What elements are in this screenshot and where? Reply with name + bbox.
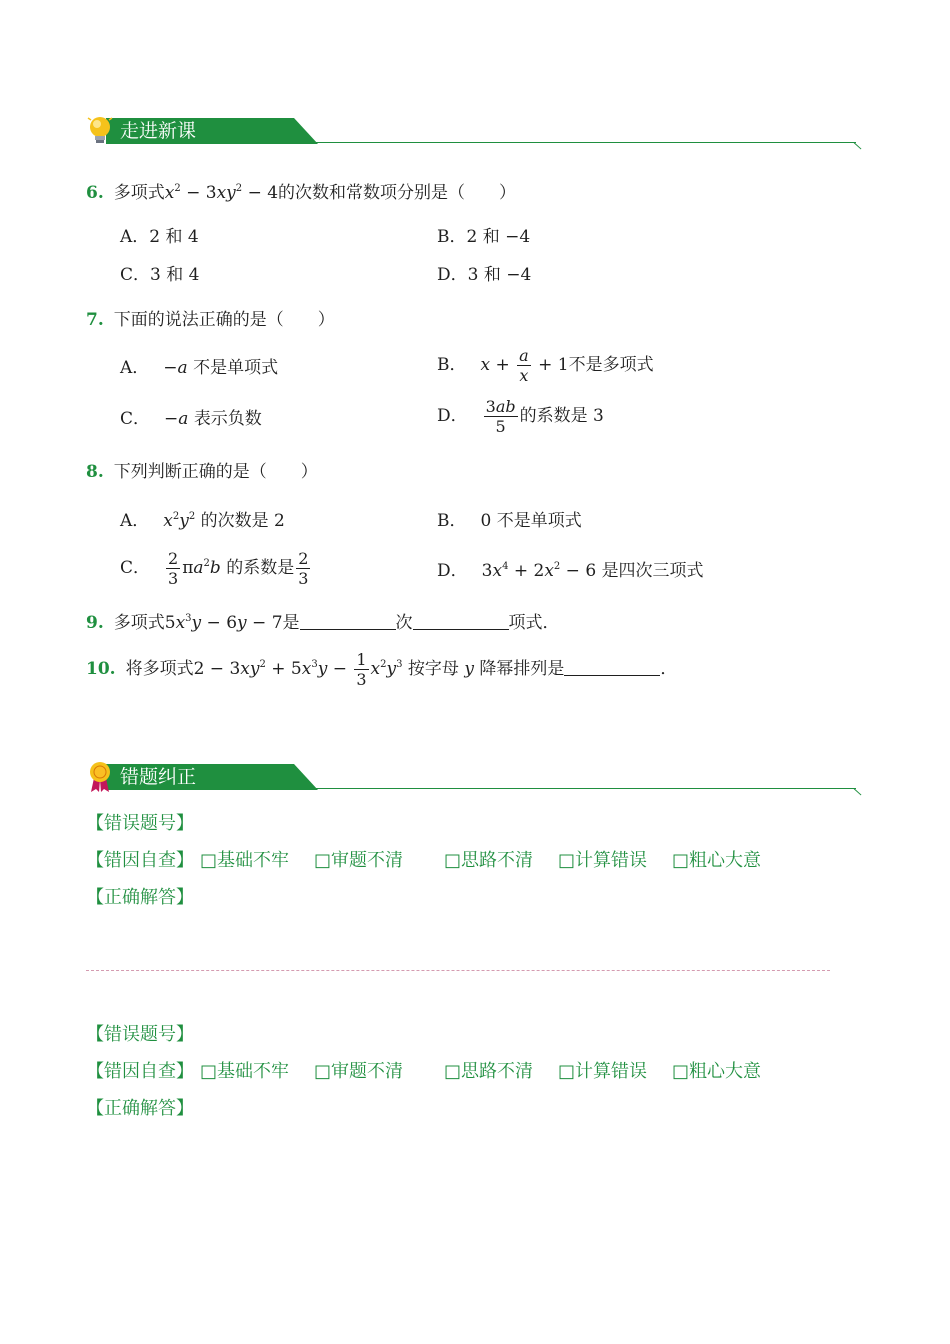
error-cause-label: 【错因自查】 — [86, 850, 194, 871]
checkbox-unclear-approach[interactable]: □思路不清 — [444, 1061, 534, 1082]
correct-answer-label: 【正确解答】 — [86, 1098, 194, 1119]
section-rule — [256, 142, 856, 143]
answer-blank[interactable] — [413, 612, 509, 630]
wrong-question-number-label: 【错误题号】 — [86, 813, 194, 834]
question-number: 10. — [86, 659, 116, 679]
error-cause-row — [86, 848, 846, 874]
q7-option-d: D． $\frac{3ab}{5}$ 的系数是 3 — [437, 397, 604, 436]
question-stem: 下列判断正确的是（ ） — [113, 462, 318, 482]
q6-option-c: C．3 和 4 — [120, 265, 200, 285]
checkbox-careless[interactable]: □粗心大意 — [672, 850, 762, 871]
checkbox-careless[interactable]: □粗心大意 — [672, 1061, 762, 1082]
lightbulb-icon — [86, 114, 116, 148]
question-number: 7. — [86, 310, 104, 330]
question-9: 9. 多项式$5x^3y - 6y - 7$是 次 项式． — [86, 613, 560, 633]
wrong-question-number-label: 【错误题号】 — [86, 1024, 194, 1045]
fraction: $\frac{3ab}{5}$ — [485, 397, 516, 436]
fraction: $\frac{1}{3}$ — [356, 650, 367, 689]
dashed-divider — [86, 970, 830, 971]
q7-option-b: B． x + $\frac{a}{x}$ + 1不是多项式 — [437, 346, 654, 385]
correct-answer-label: 【正确解答】 — [86, 887, 194, 908]
section-header-corrections — [86, 760, 866, 794]
q6-option-b: B．2 和 −4 — [437, 227, 531, 247]
checkbox-misread[interactable]: □审题不清 — [314, 1061, 404, 1082]
checkbox-weak-foundation[interactable]: □基础不牢 — [200, 850, 290, 871]
answer-blank[interactable] — [564, 658, 660, 676]
error-cause-row — [86, 1059, 846, 1085]
checkbox-calculation-error[interactable]: □计算错误 — [558, 1061, 648, 1082]
checkbox-misread[interactable]: □审题不清 — [314, 850, 404, 871]
expression: $x^2 - 3xy^2 - 4$ — [164, 183, 279, 203]
question-8 — [86, 460, 318, 484]
question-number: 9. — [86, 613, 104, 633]
checkbox-calculation-error[interactable]: □计算错误 — [558, 850, 648, 871]
section-rule-end — [847, 142, 861, 156]
question-stem: 多项式 — [113, 183, 165, 203]
answer-blank[interactable] — [300, 612, 396, 630]
q8-option-d: D． $3x^4 + 2x^2 - 6$ 是四次三项式 — [437, 561, 704, 581]
fraction: $\frac{a}{x}$ — [519, 346, 529, 385]
question-number: 8. — [86, 462, 104, 482]
section-header-new-lesson — [86, 114, 866, 148]
q8-option-b: B． 0 不是单项式 — [437, 511, 582, 531]
q8-option-c: C． $\frac{2}{3}$ $\pi a^2b$ 的系数是 $\frac{2}{3}$ — [120, 549, 309, 588]
q7-option-a: A． −a 不是单项式 — [120, 358, 279, 378]
section-title: 错题纠正 — [120, 766, 197, 788]
section-rule-end — [847, 788, 861, 802]
fraction: $\frac{2}{3}$ — [298, 549, 309, 588]
question-stem-end: 的次数和常数项分别是（ ） — [278, 183, 517, 203]
question-number: 6. — [86, 183, 104, 203]
fraction: $\frac{2}{3}$ — [168, 549, 179, 588]
q6-option-a: A．2 和 4 — [120, 227, 199, 247]
section-title: 走进新课 — [120, 120, 197, 142]
q8-option-a: A． $x^2y^2$ 的次数是 2 — [120, 511, 285, 531]
q6-option-d: D．3 和 −4 — [437, 265, 532, 285]
question-7 — [86, 308, 335, 332]
q7-option-c: C． −a 表示负数 — [120, 409, 262, 429]
checkbox-weak-foundation[interactable]: □基础不牢 — [200, 1061, 290, 1082]
award-ribbon-icon — [86, 760, 116, 794]
question-stem: 下面的说法正确的是（ ） — [113, 310, 335, 330]
error-cause-label: 【错因自查】 — [86, 1061, 194, 1082]
question-6 — [86, 181, 516, 205]
question-10: 10. 将多项式$2 - 3xy^2 + 5x^3y$ − $\frac{1}{3}$ $x^2y^3$ 按字母 y 降幂排列是 ． — [86, 650, 678, 689]
checkbox-unclear-approach[interactable]: □思路不清 — [444, 850, 534, 871]
section-rule — [256, 788, 856, 789]
